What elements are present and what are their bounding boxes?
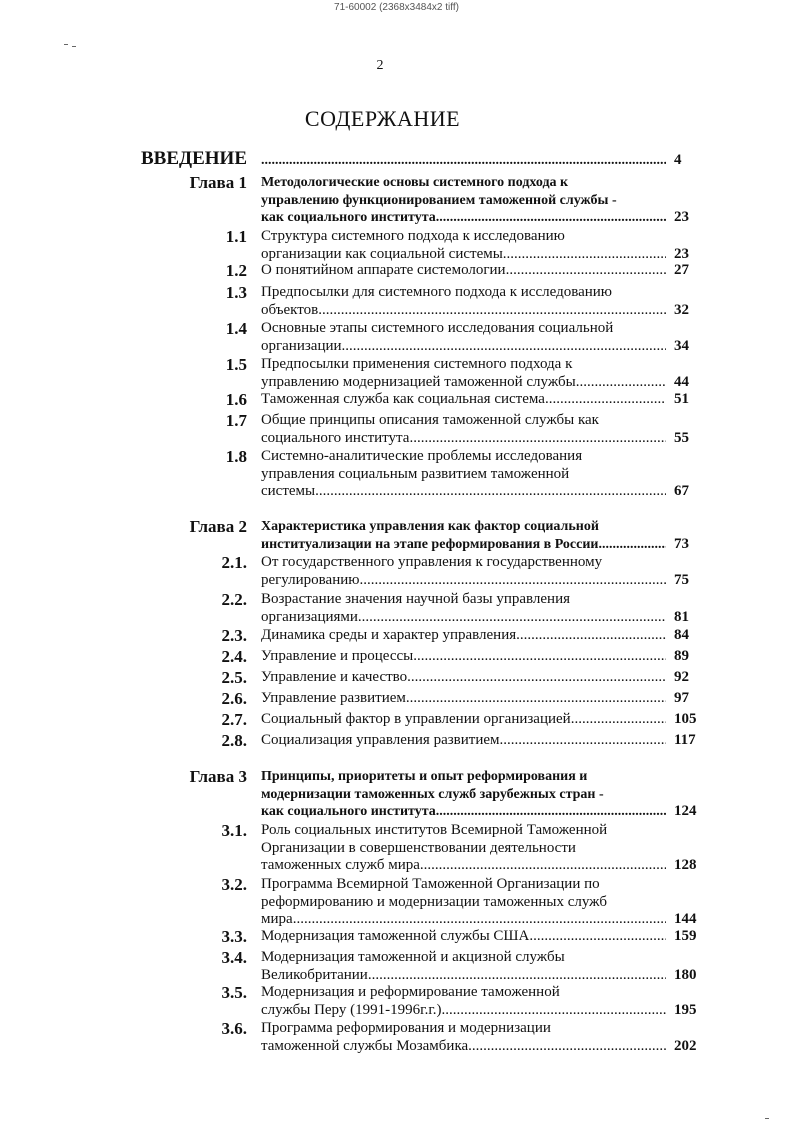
toc-page-number: 92 — [674, 669, 689, 685]
dot-leader — [359, 572, 666, 590]
toc-entry-text: Социальный фактор в управлении организацией — [261, 711, 571, 727]
toc-entry-label: Глава 3 — [189, 767, 247, 786]
dot-leader — [318, 302, 666, 320]
toc-entry-text: как социального института — [261, 210, 436, 225]
toc-page-number: 75 — [674, 571, 689, 588]
toc-entry-text: институализации на этапе реформирования в России — [261, 536, 599, 552]
dot-leader — [358, 609, 666, 627]
toc-entry-line — [261, 711, 666, 729]
toc-page-number: 159 — [674, 928, 697, 944]
toc-entry-text: управлению модернизацией таможенной службы — [261, 373, 576, 390]
page-title: СОДЕРЖАНИЕ — [304, 106, 461, 131]
dot-leader — [529, 928, 666, 946]
toc-entry-text: Великобритании — [261, 966, 368, 983]
toc-entry-line — [261, 911, 666, 929]
toc-entry-text: Предпосылки для системного подхода к исследованию — [261, 284, 613, 300]
toc-entry-line — [261, 246, 666, 264]
toc-entry-text: Динамика среды и характер управления — [261, 627, 517, 643]
toc-entry-text: Управление и процессы — [261, 648, 414, 664]
toc-entry-line — [261, 627, 666, 645]
toc-entry-label: 1.2 — [225, 261, 247, 280]
scan-speck — [72, 46, 76, 47]
toc-entry-line — [261, 1038, 666, 1056]
toc-entry-line — [261, 430, 666, 448]
toc-entry-line — [261, 1002, 666, 1020]
toc-entry-line — [261, 609, 666, 627]
toc-entry-label: 1.4 — [225, 319, 247, 338]
toc-entry-text: Методологические основы системного подхода к — [261, 175, 569, 190]
toc-page-number: 4 — [674, 152, 682, 168]
toc-entry-text: регулированию — [261, 571, 360, 588]
toc-page-number: 34 — [674, 337, 689, 354]
toc-entry-label: 3.5. — [221, 983, 247, 1002]
toc-entry-text: Модернизация таможенной и акцизной службы — [261, 949, 565, 965]
dot-leader — [545, 391, 666, 409]
toc-page-number: 97 — [674, 690, 689, 706]
toc-entry-label: 2.2. — [221, 590, 247, 609]
toc-entry-label: 2.8. — [221, 731, 247, 750]
toc-entry-label: 2.1. — [221, 553, 247, 572]
scan-speck — [64, 44, 68, 45]
scan-label: 71-60002 (2368x3484x2 tiff) — [334, 2, 459, 13]
dot-leader — [516, 627, 666, 645]
toc-page-number: 23 — [674, 245, 689, 262]
toc-entry-text: Характеристика управления как фактор социальной — [261, 519, 599, 534]
dot-leader — [420, 857, 666, 875]
toc-entry-label: 2.3. — [221, 626, 247, 645]
toc-page-number: 44 — [674, 373, 689, 390]
dot-leader — [261, 152, 666, 170]
toc-page-number: 73 — [674, 535, 689, 552]
toc-page-number: 27 — [674, 262, 689, 278]
scan-speck — [765, 1118, 769, 1119]
toc-entry-text: Общие принципы описания таможенной службы как — [261, 412, 599, 428]
toc-entry-label: 3.4. — [221, 948, 247, 967]
toc-entry-line — [261, 536, 666, 554]
dot-leader — [436, 209, 666, 227]
toc-entry-text: Социализация управления развитием — [261, 732, 500, 748]
toc-page-number: 124 — [674, 803, 697, 819]
toc-entry-text: объектов — [261, 301, 319, 318]
toc-entry-text: Модернизация и реформирование таможенной — [261, 984, 560, 1000]
dot-leader — [576, 374, 666, 392]
toc-entry-text: организациями — [261, 608, 358, 625]
dot-leader — [500, 732, 667, 750]
dot-leader — [409, 430, 666, 448]
toc-page-number: 81 — [674, 608, 689, 625]
toc-entry-line — [261, 803, 666, 821]
toc-entry-label: 2.4. — [221, 647, 247, 666]
toc-entry-line — [261, 732, 666, 750]
toc-entry-label: 1.6 — [225, 390, 247, 409]
dot-leader — [442, 1002, 666, 1020]
toc-page-number: 128 — [674, 857, 697, 873]
toc-entry-label: 3.2. — [221, 875, 247, 894]
toc-entry-text: Программа Всемирной Таможенной Организации по — [261, 876, 600, 892]
toc-entry-line — [261, 262, 666, 280]
toc-entry-line — [261, 690, 666, 708]
toc-page-number: 84 — [674, 627, 689, 643]
toc-entry-text: таможенных служб мира — [261, 857, 420, 873]
toc-entry-label: ВВЕДЕНИЕ — [141, 148, 247, 169]
toc-entry-text: Роль социальных институтов Всемирной Таможенной — [261, 822, 608, 838]
dot-leader — [293, 911, 666, 929]
dot-leader — [368, 967, 666, 985]
toc-entry-text: социального института — [261, 429, 410, 446]
toc-entry-text: Программа реформирования и модернизации — [261, 1020, 551, 1036]
toc-entry-line — [261, 967, 666, 985]
toc-entry-line — [261, 928, 666, 946]
toc-page-number: 195 — [674, 1001, 697, 1018]
toc-entry-text: Структура системного подхода к исследованию — [261, 228, 565, 244]
toc-entry-label: 3.3. — [221, 927, 247, 946]
toc-entry-text: Управление развитием — [261, 690, 406, 706]
toc-entry-text: Таможенная служба как социальная система — [261, 391, 545, 407]
dot-leader — [315, 483, 666, 501]
toc-entry-label: 1.1 — [225, 227, 247, 246]
toc-entry-text: как социального института — [261, 804, 436, 819]
dot-leader — [571, 711, 666, 729]
toc-entry-label: Глава 2 — [189, 517, 247, 536]
toc-page-number: 55 — [674, 429, 689, 446]
page-number: 2 — [376, 58, 384, 73]
toc-entry-text: мира — [261, 911, 293, 927]
toc-page-number: 67 — [674, 483, 689, 499]
toc-entry-line — [261, 857, 666, 875]
toc-entry-text: Основные этапы системного исследования социальной — [261, 320, 614, 336]
dot-leader — [413, 648, 666, 666]
toc-entry-text: О понятийном аппарате системологии — [261, 262, 506, 278]
toc-entry-label: 3.6. — [221, 1019, 247, 1038]
toc-page-number: 105 — [674, 711, 697, 727]
dot-leader — [599, 536, 667, 554]
dot-leader — [342, 338, 666, 356]
toc-entry-text: Управление и качество — [261, 669, 408, 685]
toc-entry-text: службы Перу (1991-1996г.г.) — [261, 1001, 442, 1018]
dot-leader — [503, 246, 666, 264]
toc-page-number: 51 — [674, 391, 689, 407]
toc-entry-line — [261, 483, 666, 501]
toc-entry-text: Предпосылки применения системного подхода к — [261, 356, 573, 372]
toc-page-number: 202 — [674, 1037, 697, 1054]
toc-entry-label: 1.8 — [225, 447, 247, 466]
toc-entry-text: Возрастание значения научной базы управления — [261, 591, 571, 607]
toc-entry-text: организации — [261, 337, 342, 354]
toc-entry-text: От государственного управления к государственному — [261, 554, 603, 570]
toc-page-number: 23 — [674, 209, 689, 225]
toc-entry-line — [261, 572, 666, 590]
toc-entry-label: 3.1. — [221, 821, 247, 840]
toc-entry-line — [261, 374, 666, 392]
toc-entry-label: Глава 1 — [189, 173, 247, 192]
toc-entry-label: 1.5 — [225, 355, 247, 374]
toc-page-number: 32 — [674, 301, 689, 318]
toc-entry-text: управлению функционированием таможенной службы - — [261, 192, 617, 208]
toc-page-number: 180 — [674, 966, 697, 983]
toc-entry-text: организации как социальной системы — [261, 245, 503, 262]
toc-entry-label: 1.7 — [225, 411, 247, 430]
dot-leader — [506, 262, 666, 280]
toc-entry-text: реформированию и модернизации таможенных служб — [261, 893, 607, 910]
toc-entry-text: Модернизация таможенной службы США — [261, 928, 530, 944]
toc-entry-line — [261, 669, 666, 687]
toc-entry-text: модернизации таможенных служб зарубежных стран - — [261, 786, 604, 802]
toc-entry-label: 2.5. — [221, 668, 247, 687]
toc-entry-line — [261, 648, 666, 666]
toc-page-number: 89 — [674, 648, 689, 664]
toc-page-number: 117 — [674, 732, 696, 748]
dot-leader — [468, 1038, 666, 1056]
toc-entry-text: управления социальным развитием таможенной — [261, 465, 570, 482]
toc-entry-line — [261, 338, 666, 356]
toc-entry-line — [261, 302, 666, 320]
toc-entry-text: таможенной службы Мозамбика — [261, 1037, 469, 1054]
toc-entry-text: Системно-аналитические проблемы исследования — [261, 448, 583, 464]
toc-entry-text: Принципы, приоритеты и опыт реформирования и — [261, 769, 588, 784]
dot-leader — [436, 803, 666, 821]
toc-entry-label: 2.6. — [221, 689, 247, 708]
toc-entry-label: 1.3 — [225, 283, 247, 302]
toc-entry-label: 2.7. — [221, 710, 247, 729]
dot-leader — [406, 690, 666, 708]
toc-entry-text: Организации в совершенствовании деятельности — [261, 839, 576, 856]
toc-entry-line — [261, 152, 666, 170]
toc-entry-text: системы — [261, 483, 316, 499]
dot-leader — [407, 669, 666, 687]
toc-page-number: 144 — [674, 911, 697, 927]
toc-entry-line — [261, 209, 666, 227]
toc-entry-line — [261, 391, 666, 409]
